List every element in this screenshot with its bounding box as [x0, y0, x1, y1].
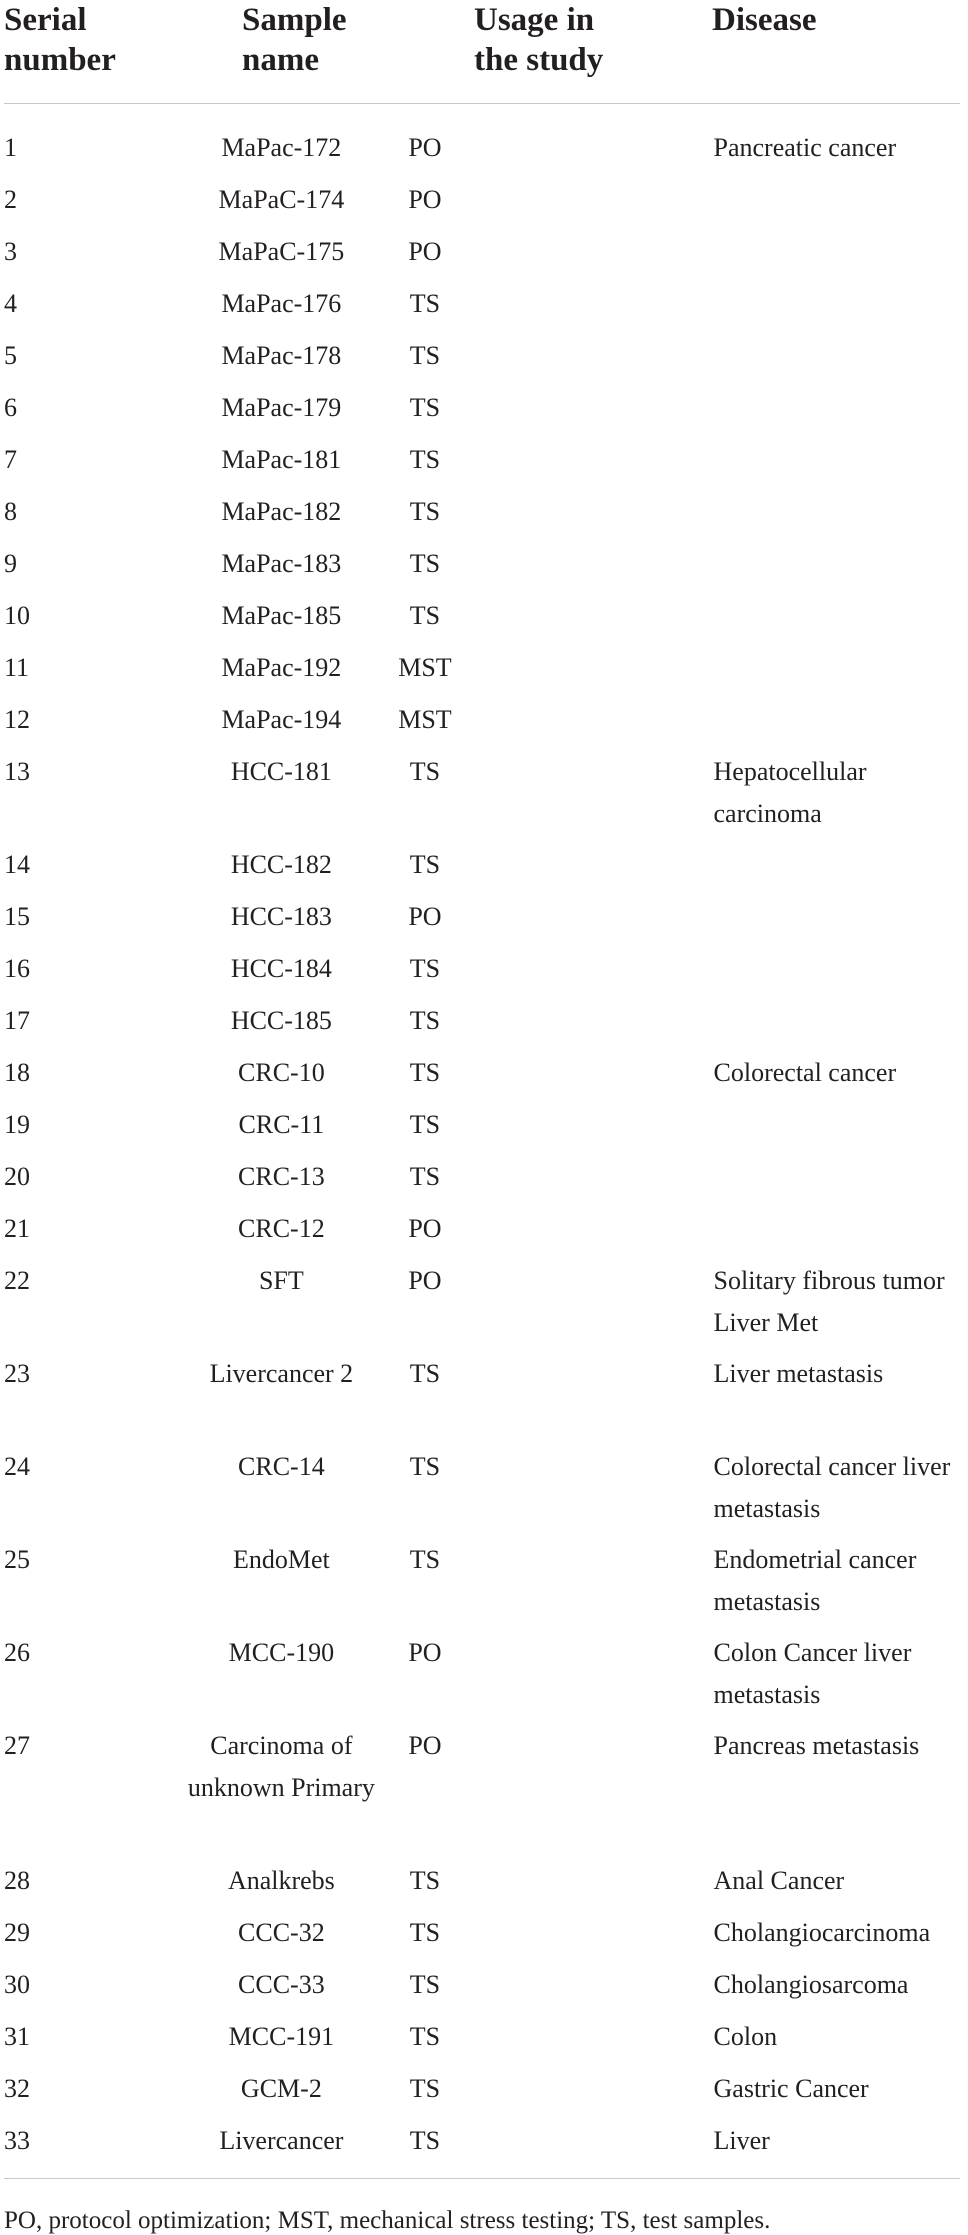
cell-disease	[714, 948, 968, 1000]
cell-serial: 32	[4, 2074, 30, 2103]
cell-usage: PO	[408, 1731, 442, 1760]
sample-name-text: CRC-11	[238, 1110, 325, 1139]
cell-usage: TS	[409, 289, 441, 318]
cell-disease: Hepatocellular carcinoma	[713, 757, 867, 828]
cell-disease: Cholangiosarcoma	[713, 1970, 909, 1999]
header-disease	[712, 0, 816, 40]
table-row	[0, 127, 968, 179]
cell-usage: TS	[409, 1452, 441, 1481]
cell-serial: 23	[4, 1359, 30, 1388]
cell-serial: 22	[4, 1266, 30, 1295]
sample-name-text: HCC-181	[230, 757, 332, 786]
table-row	[0, 2016, 968, 2068]
cell-serial: 10	[4, 601, 30, 630]
cell-disease	[714, 387, 968, 439]
table-row	[0, 1632, 968, 1725]
sample-name-text: MaPac-182	[221, 497, 342, 526]
cell-disease: Cholangiocarcinoma	[713, 1918, 931, 1947]
sample-name-text: MaPac-194	[221, 705, 342, 734]
cell-disease: Colorectal cancer liver metastasis	[713, 1452, 951, 1523]
table-row	[0, 283, 968, 335]
cell-serial: 15	[4, 902, 30, 931]
table-row	[0, 751, 968, 844]
sample-name-text: Carcinoma of unknown Primary	[187, 1731, 375, 1802]
cell-serial: 3	[4, 237, 17, 266]
table-row	[0, 1052, 968, 1104]
sample-name-text: MaPac-178	[221, 341, 342, 370]
cell-disease: Liver metastasis	[713, 1359, 884, 1388]
cell-usage: TS	[409, 445, 441, 474]
cell-serial: 9	[4, 549, 17, 578]
table-row	[0, 439, 968, 491]
cell-serial: 7	[4, 445, 17, 474]
table-row	[0, 1104, 968, 1156]
sample-name-text: MaPac-172	[221, 133, 342, 162]
cell-usage: PO	[408, 185, 442, 214]
sample-name-text: MaPac-185	[221, 601, 342, 630]
cell-usage: TS	[409, 1866, 441, 1895]
sample-name-text: MCC-190	[228, 1638, 335, 1667]
sample-name-text: HCC-182	[230, 850, 332, 879]
cell-usage: TS	[409, 393, 441, 422]
cell-sample-name	[201, 491, 376, 543]
cell-disease	[714, 439, 968, 491]
table-row	[0, 1353, 968, 1446]
sample-name-text: CCC-32	[238, 1918, 325, 1947]
cell-sample-name	[201, 1632, 376, 1725]
cell-serial: 1	[4, 133, 17, 162]
cell-usage: TS	[409, 1359, 441, 1388]
cell-disease	[714, 1156, 968, 1208]
cell-sample-name	[201, 948, 376, 1000]
sample-name-text: MaPac-181	[221, 445, 342, 474]
header-usage-in-study	[474, 0, 603, 80]
table-row	[0, 2068, 968, 2120]
cell-serial: 24	[4, 1452, 30, 1481]
cell-sample-name	[187, 1725, 376, 1860]
cell-usage: TS	[409, 1162, 441, 1191]
sample-name-text: MaPac-183	[221, 549, 342, 578]
header-usage-line2: the study	[474, 42, 604, 78]
table-row	[0, 699, 968, 751]
cell-disease: Endometrial cancer metastasis	[713, 1545, 917, 1616]
cell-usage: MST	[398, 705, 452, 734]
table-row	[0, 335, 968, 387]
cell-sample-name	[201, 699, 376, 751]
header-sample-line1: Sample	[242, 2, 347, 38]
cell-sample-name	[201, 439, 376, 491]
cell-serial: 26	[4, 1638, 30, 1667]
header-sample-name	[242, 0, 347, 80]
cell-sample-name	[201, 1353, 376, 1446]
cell-usage: TS	[409, 1110, 441, 1139]
cell-usage: TS	[409, 1918, 441, 1947]
cell-disease	[714, 595, 968, 647]
cell-usage: TS	[409, 1006, 441, 1035]
cell-sample-name	[201, 335, 376, 387]
cell-disease	[714, 335, 968, 387]
cell-sample-name	[201, 2068, 376, 2120]
cell-serial: 11	[4, 653, 30, 682]
cell-serial: 14	[4, 850, 30, 879]
cell-usage: TS	[409, 757, 441, 786]
sample-name-text: Analkrebs	[227, 1866, 335, 1895]
cell-usage: TS	[409, 341, 441, 370]
table-row	[0, 1000, 968, 1052]
cell-usage: TS	[409, 850, 441, 879]
cell-serial: 2	[4, 185, 17, 214]
sample-name-text: CCC-33	[238, 1970, 325, 1999]
sample-name-text: CRC-10	[238, 1058, 325, 1087]
cell-usage: MST	[398, 653, 452, 682]
cell-usage: PO	[408, 1266, 442, 1295]
cell-disease	[714, 699, 968, 751]
cell-disease	[714, 179, 968, 231]
cell-sample-name	[201, 1260, 376, 1353]
cell-serial: 20	[4, 1162, 30, 1191]
sample-name-text: HCC-183	[230, 902, 332, 931]
sample-name-text: Livercancer	[219, 2126, 344, 2155]
table-row	[0, 1260, 968, 1353]
cell-usage: PO	[408, 902, 442, 931]
cell-sample-name	[201, 1000, 376, 1052]
table-row	[0, 1725, 968, 1860]
sample-name-text: MaPac-192	[221, 653, 342, 682]
cell-serial: 18	[4, 1058, 30, 1087]
cell-disease: Liver	[713, 2126, 770, 2155]
cell-sample-name	[201, 1052, 376, 1104]
cell-usage: TS	[409, 2022, 441, 2051]
cell-serial: 29	[4, 1918, 30, 1947]
cell-usage: TS	[409, 2126, 441, 2155]
sample-name-text: HCC-185	[230, 1006, 332, 1035]
cell-serial: 28	[4, 1866, 30, 1895]
cell-serial: 25	[4, 1545, 30, 1574]
cell-usage: TS	[409, 1970, 441, 1999]
cell-sample-name	[201, 1446, 376, 1539]
cell-disease: Anal Cancer	[713, 1866, 845, 1895]
table-row	[0, 2120, 968, 2172]
cell-disease	[714, 844, 968, 896]
cell-usage: PO	[408, 1638, 442, 1667]
sample-name-text: MaPaC-174	[218, 185, 345, 214]
cell-sample-name	[201, 647, 376, 699]
header-rule	[4, 103, 960, 104]
cell-sample-name	[201, 1104, 376, 1156]
cell-serial: 19	[4, 1110, 30, 1139]
table-row	[0, 948, 968, 1000]
cell-disease: Colon Cancer liver metastasis	[713, 1638, 912, 1709]
header-serial-line1: Serial	[4, 2, 87, 38]
header-disease-line1: Disease	[712, 2, 817, 38]
cell-sample-name	[201, 896, 376, 948]
cell-usage: PO	[408, 1214, 442, 1243]
cell-sample-name	[201, 1539, 376, 1632]
cell-disease: Pancreatic cancer	[713, 133, 897, 162]
sample-name-text: CRC-12	[238, 1214, 325, 1243]
cell-serial: 17	[4, 1006, 30, 1035]
cell-usage: TS	[409, 497, 441, 526]
cell-disease	[714, 647, 968, 699]
cell-sample-name	[201, 283, 376, 335]
cell-sample-name	[201, 231, 376, 283]
cell-sample-name	[201, 1208, 376, 1260]
cell-serial: 12	[4, 705, 30, 734]
table-row	[0, 543, 968, 595]
cell-usage: TS	[409, 601, 441, 630]
cell-usage: PO	[408, 133, 442, 162]
cell-disease	[714, 1208, 968, 1260]
table-row	[0, 231, 968, 283]
cell-sample-name	[201, 595, 376, 647]
cell-disease: Gastric Cancer	[713, 2074, 869, 2103]
cell-sample-name	[201, 179, 376, 231]
cell-sample-name	[201, 1912, 376, 1964]
samples-table-body	[0, 127, 968, 2172]
cell-usage: TS	[409, 1545, 441, 1574]
table-row	[0, 1539, 968, 1632]
cell-sample-name	[201, 2016, 376, 2068]
sample-name-text: MaPac-176	[221, 289, 342, 318]
header-serial-number	[4, 0, 116, 80]
cell-serial: 8	[4, 497, 17, 526]
sample-name-text: EndoMet	[232, 1545, 330, 1574]
cell-serial: 27	[4, 1731, 30, 1760]
cell-disease: Pancreas metastasis	[713, 1731, 920, 1760]
table-row	[0, 1208, 968, 1260]
cell-disease	[714, 543, 968, 595]
cell-disease: Colorectal cancer	[713, 1058, 897, 1087]
sample-name-text: GCM-2	[240, 2074, 322, 2103]
header-serial-line2: number	[4, 42, 116, 78]
sample-name-text: CRC-14	[238, 1452, 325, 1481]
cell-serial: 6	[4, 393, 17, 422]
cell-disease: Colon	[713, 2022, 778, 2051]
cell-usage: PO	[408, 237, 442, 266]
table-row	[0, 1860, 968, 1912]
cell-disease	[714, 491, 968, 543]
header-sample-line2: name	[242, 42, 319, 78]
cell-serial: 33	[4, 2126, 30, 2155]
table-row	[0, 896, 968, 948]
cell-disease: Solitary fibrous tumor Liver Met	[713, 1266, 945, 1337]
table-row	[0, 1912, 968, 1964]
cell-sample-name	[201, 1156, 376, 1208]
cell-serial: 30	[4, 1970, 30, 1999]
table-row	[0, 844, 968, 896]
samples-table	[0, 127, 968, 2172]
cell-disease	[714, 231, 968, 283]
cell-usage: TS	[409, 1058, 441, 1087]
cell-sample-name	[201, 751, 376, 844]
cell-serial: 4	[4, 289, 17, 318]
table-row	[0, 387, 968, 439]
sample-name-text: HCC-184	[230, 954, 332, 983]
cell-disease	[714, 1000, 968, 1052]
cell-sample-name	[201, 844, 376, 896]
table-row	[0, 1964, 968, 2016]
cell-disease	[714, 896, 968, 948]
cell-sample-name	[201, 1964, 376, 2016]
cell-sample-name	[201, 1860, 376, 1912]
cell-sample-name	[201, 127, 376, 179]
table-row	[0, 1446, 968, 1539]
sample-name-text: MCC-191	[228, 2022, 335, 2051]
cell-sample-name	[201, 543, 376, 595]
table-row	[0, 595, 968, 647]
cell-usage: TS	[409, 954, 441, 983]
cell-usage: TS	[409, 2074, 441, 2103]
table-row	[0, 1156, 968, 1208]
cell-sample-name	[201, 2120, 376, 2172]
cell-serial: 21	[4, 1214, 30, 1243]
header-usage-line1: Usage in	[474, 2, 595, 38]
sample-name-text: CRC-13	[238, 1162, 325, 1191]
cell-usage: TS	[409, 549, 441, 578]
footer-rule	[4, 2178, 960, 2179]
cell-serial: 5	[4, 341, 17, 370]
sample-name-text: SFT	[258, 1266, 304, 1295]
cell-disease	[714, 1104, 968, 1156]
cell-serial: 31	[4, 2022, 30, 2051]
cell-disease	[714, 283, 968, 335]
cell-sample-name	[201, 387, 376, 439]
sample-name-text: MaPac-179	[221, 393, 342, 422]
cell-serial: 16	[4, 954, 30, 983]
sample-name-text: Livercancer 2	[209, 1359, 354, 1388]
table-row	[0, 491, 968, 543]
table-row	[0, 179, 968, 231]
sample-name-text: MaPaC-175	[218, 237, 345, 266]
cell-serial: 13	[4, 757, 30, 786]
footnote: PO, protocol optimization; MST, mechanical stress testing; TS, test samples.	[4, 2207, 771, 2234]
table-row	[0, 647, 968, 699]
